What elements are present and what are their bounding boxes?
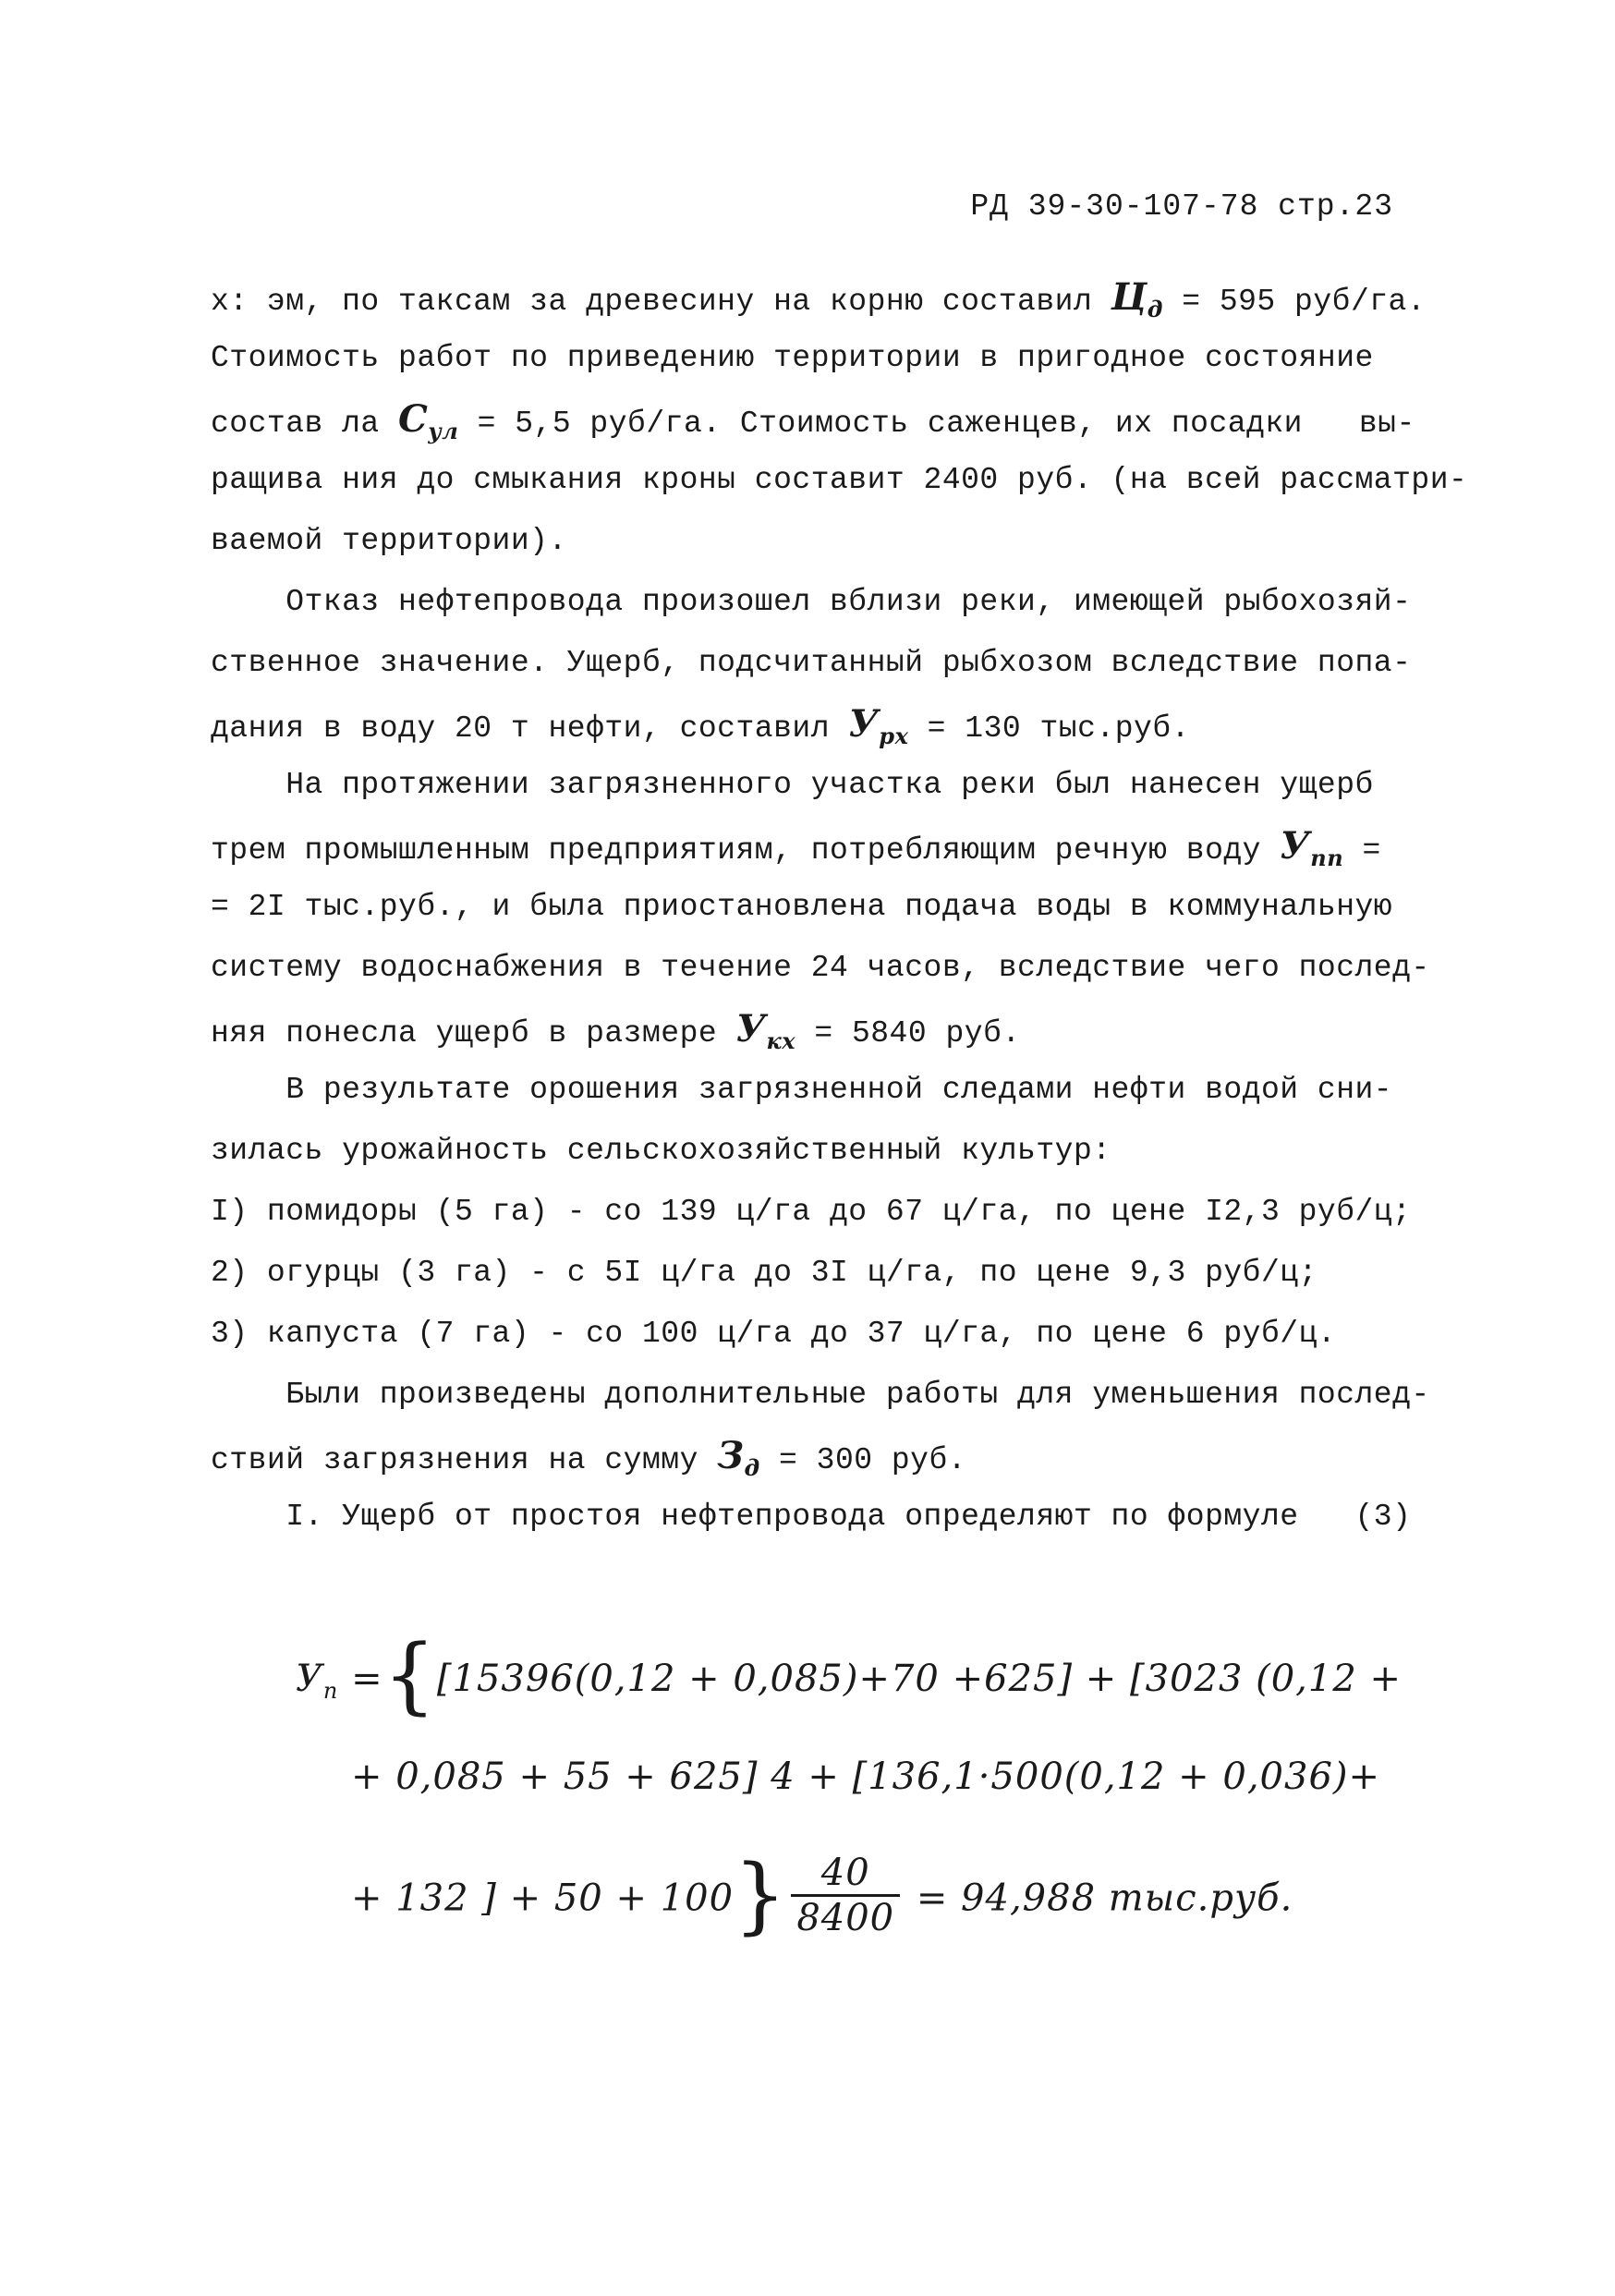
text-line: трем промышленным предприятиям, потребляющим речную воду $У_{пп}$ = [211,824,1381,871]
text-line: ственное значение. Ущерб, подсчитанный рыбхозом вследствие попа- [211,646,1412,680]
symbol-cost: $С_{ул}$ [398,397,459,444]
text-line: зилась урожайность сельскохозяйственный культур: [211,1134,1111,1168]
text-line: дания в воду 20 т нефти, составил $У_{рх} = 130$ тыс.руб. [211,702,1190,749]
symbol-damage-industry: $У_{пп}$ [1280,824,1344,871]
list-item: I) помидоры (5 га) - со 139 ц/га до 67 ц/га, по цене I2,3 руб/ц; [211,1195,1412,1229]
formula-lhs: $У_п$ [296,1658,339,1704]
page-header: РД 39-30-107-78 стр.23 [970,189,1393,224]
text-line: Были произведены дополнительные работы для уменьшения послед- [211,1378,1430,1412]
formula-line-1: $У_п =\{[15396(0,12 + 0,085)+70 +625] + [3023$ (0,12 + [296,1627,1402,1724]
text-line: На протяжении загрязненного участка реки был нанесен ущерб [211,768,1374,802]
text-line: ваемой территории). [211,524,567,558]
text-line: I. Ущерб от простоя нефтепровода определяют по формуле (3) [211,1500,1412,1534]
symbol-price: $Ц_д$ [1111,275,1163,322]
formula-line-2: + 0,085 + 55 + 625] 4 + [136,1·500(0,12 + 0,036)+ [351,1755,1381,1798]
list-item: 2) огурцы (3 га) - с 5I ц/га до 3I ц/га, по цене 9,3 руб/ц; [211,1256,1318,1290]
text-line: = 2I тыс.руб., и была приостановлена подача воды в коммунальную [211,890,1393,924]
formula-line-3: + 132 ] + 50 + 100} $\frac{40}{8400}$ = 94,988 тыс.руб. [351,1846,1293,1944]
text-line: Стоимость работ по приведению территории в пригодное состояние [211,341,1374,375]
list-item: 3) капуста (7 га) - со 100 ц/га до 37 ц/га, по цене 6 руб/ц. [211,1317,1337,1351]
text-line: х: эм, по таксам за древесину на корню составил $Ц_д = 595$ руб/га. [211,275,1427,322]
symbol-additional-cost: $З_д$ [717,1434,760,1481]
text-line: систему водоснабжения в течение 24 часов, вследствие чего послед- [211,951,1430,985]
text-line: Отказ нефтепровода произошел вблизи реки, имеющей рыбохозяй- [211,585,1412,619]
text-line: состав ла $С_{ул} = 5,5$ руб/га. Стоимость саженцев, их посадки вы- [211,397,1415,444]
symbol-damage-fish: $У_{рх}$ [848,702,909,749]
text-line: ствий загрязнения на сумму $З_д = 300$ руб. [211,1434,967,1481]
symbol-damage-utility: $У_{кх}$ [735,1007,796,1054]
formula-fraction: $\frac{40}{8400}$ [791,1852,900,1939]
text-line: няя понесла ущерб в размере $У_{кх} = 5840$ руб. [211,1007,1021,1054]
text-line: ращива ния до смыкания кроны составит 2400 руб. (на всей рассматри- [211,463,1468,497]
text-line: В результате орошения загрязненной следами нефти водой сни- [211,1073,1393,1107]
